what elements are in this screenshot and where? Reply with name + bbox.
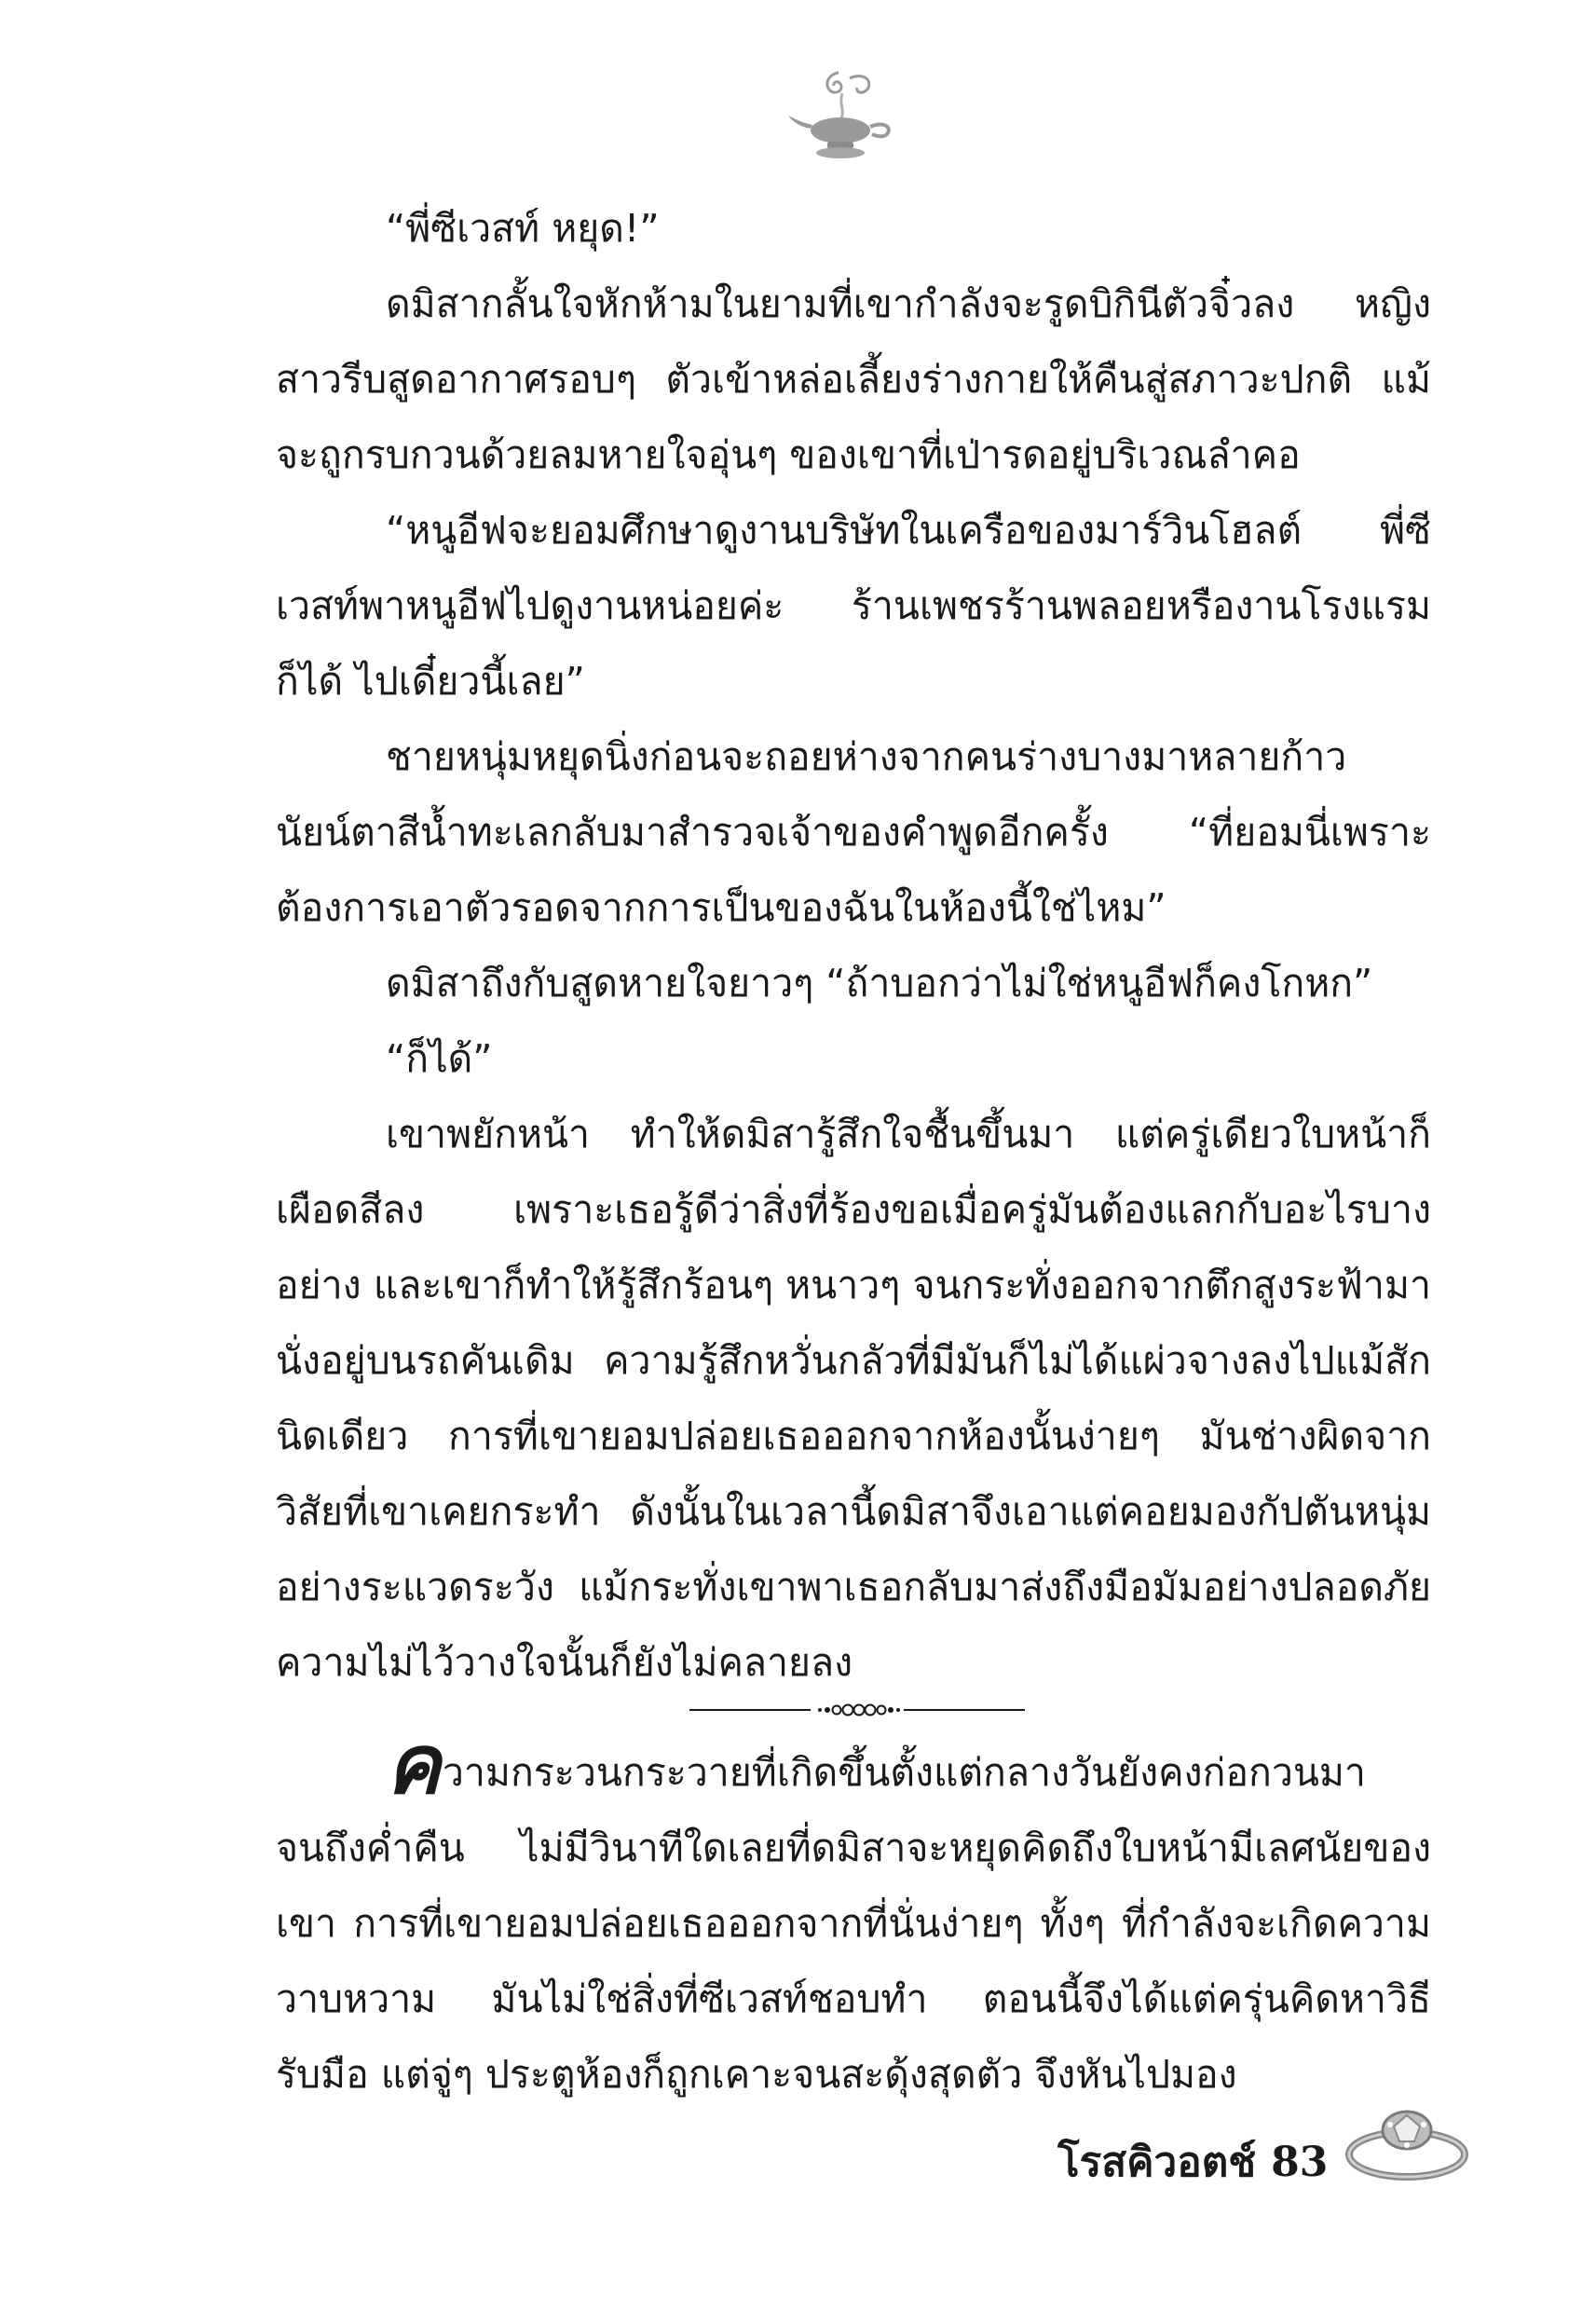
diamond-ring-icon: [1342, 2097, 1472, 2190]
body-text-section-one: [276, 191, 1431, 1701]
paragraph-5: ดมิสาถึงกับสูดหายใจยาวๆ “ถ้าบอกว่าไม่ใช่หนูอีฟก็คงโกหก”: [386, 961, 1373, 1005]
paragraph-4: ชายหนุ่มหยุดนิ่งก่อนจะถอยห่างจากคนร่างบางมาหลายก้าว นัยน์ตาสีน้ำทะเลกลับมาสำรวจเจ้าของคำพูดอีกครั้ง “ที่ยอมนี่เพราะต้องการเอาตัวรอดจากการเป็นของฉันในห้องนี้ใช่ไหม”: [276, 734, 1431, 930]
page-footer: [1057, 2129, 1328, 2195]
paragraph-2: ดมิสากลั้นใจหักห้ามในยามที่เขากำลังจะรูดบิกินีตัวจิ๋วลง หญิงสาวรีบสูดอากาศรอบๆ ตัวเข้าหล่อเลี้ยงร่างกายให้คืนสู่สภาวะปกติ แม้จะถูกรบกวนด้วยลมหายใจอุ่นๆ ของเขาที่เป่ารดอยู่บริเวณลำคอ: [276, 281, 1431, 477]
paragraph-section-two: [276, 1716, 1431, 2113]
section-two-text: วามกระวนกระวายที่เกิดขึ้นตั้งแต่กลางวันยังคงก่อกวนมาจนถึงค่ำคืน ไม่มีวินาทีใดเลยที่ดมิสาจะหยุดคิดถึงใบหน้ามีเลศนัยของเขา การที่เขายอมปล่อยเธอออกจากที่นั่นง่ายๆ ทั้งๆ ที่กำลังจะเกิดความวาบหวาม มันไม่ใช่สิ่งที่ซีเวสท์ชอบทำ ตอนนี้จึงได้แต่ครุ่นคิดหาวิธีรับมือ แต่จู่ๆ ประตูห้องก็ถูกเคาะจนสะดุ้งสุดตัว จึงหันไปมอง: [276, 1750, 1431, 2097]
paragraph-7: เขาพยักหน้า ทำให้ดมิสารู้สึกใจชื้นขึ้นมา แต่ครู่เดียวใบหน้าก็เผือดสีลง เพราะเธอรู้ดีว่าสิ่งที่ร้องขอเมื่อครู่มันต้องแลกกับอะไรบางอย่าง และเขาก็ทำให้รู้สึกร้อนๆ หนาวๆ จนกระทั่งออกจากตึกสูงระฟ้ามานั่งอยู่บนรถคันเดิม ความรู้สึกหวั่นกลัวที่มีมันก็ไม่ได้แผ่วจางลงไปแม้สักนิดเดียว การที่เขายอมปล่อยเธอออกจากห้องนั้นง่ายๆ มันช่างผิดจากวิสัยที่เขาเคยกระทำ ดังนั้นในเวลานี้ดมิสาจึงเอาแต่คอยมองกัปตันหนุ่มอย่างระแวดระวัง แม้กระทั่งเขาพาเธอกลับมาส่งถึงมือมัมอย่างปลอดภัย ความไม่ไว้วางใจนั้นก็ยังไม่คลายลง: [276, 1112, 1431, 1685]
body-text-section-two: [276, 1716, 1431, 2113]
scroll-divider-ornament: [689, 1696, 1025, 1724]
page-number: 83: [1271, 2139, 1329, 2186]
paragraph-1: “พี่ซีเวสท์ หยุด!”: [386, 206, 660, 251]
drop-cap-letter: ค: [386, 1716, 441, 1812]
genie-lamp-ornament-icon: [783, 65, 904, 168]
book-title: โรสคิวอตช์: [1057, 2139, 1257, 2186]
paragraph-6: “ก็ได้”: [386, 1036, 493, 1081]
paragraph-3: “หนูอีฟจะยอมศึกษาดูงานบริษัทในเครือของมาร์วินโฮลต์ พี่ซีเวสท์พาหนูอีฟไปดูงานหน่อยค่ะ ร้านเพชรร้านพลอยหรืองานโรงแรมก็ได้ ไปเดี๋ยวนี้เลย”: [276, 508, 1431, 704]
